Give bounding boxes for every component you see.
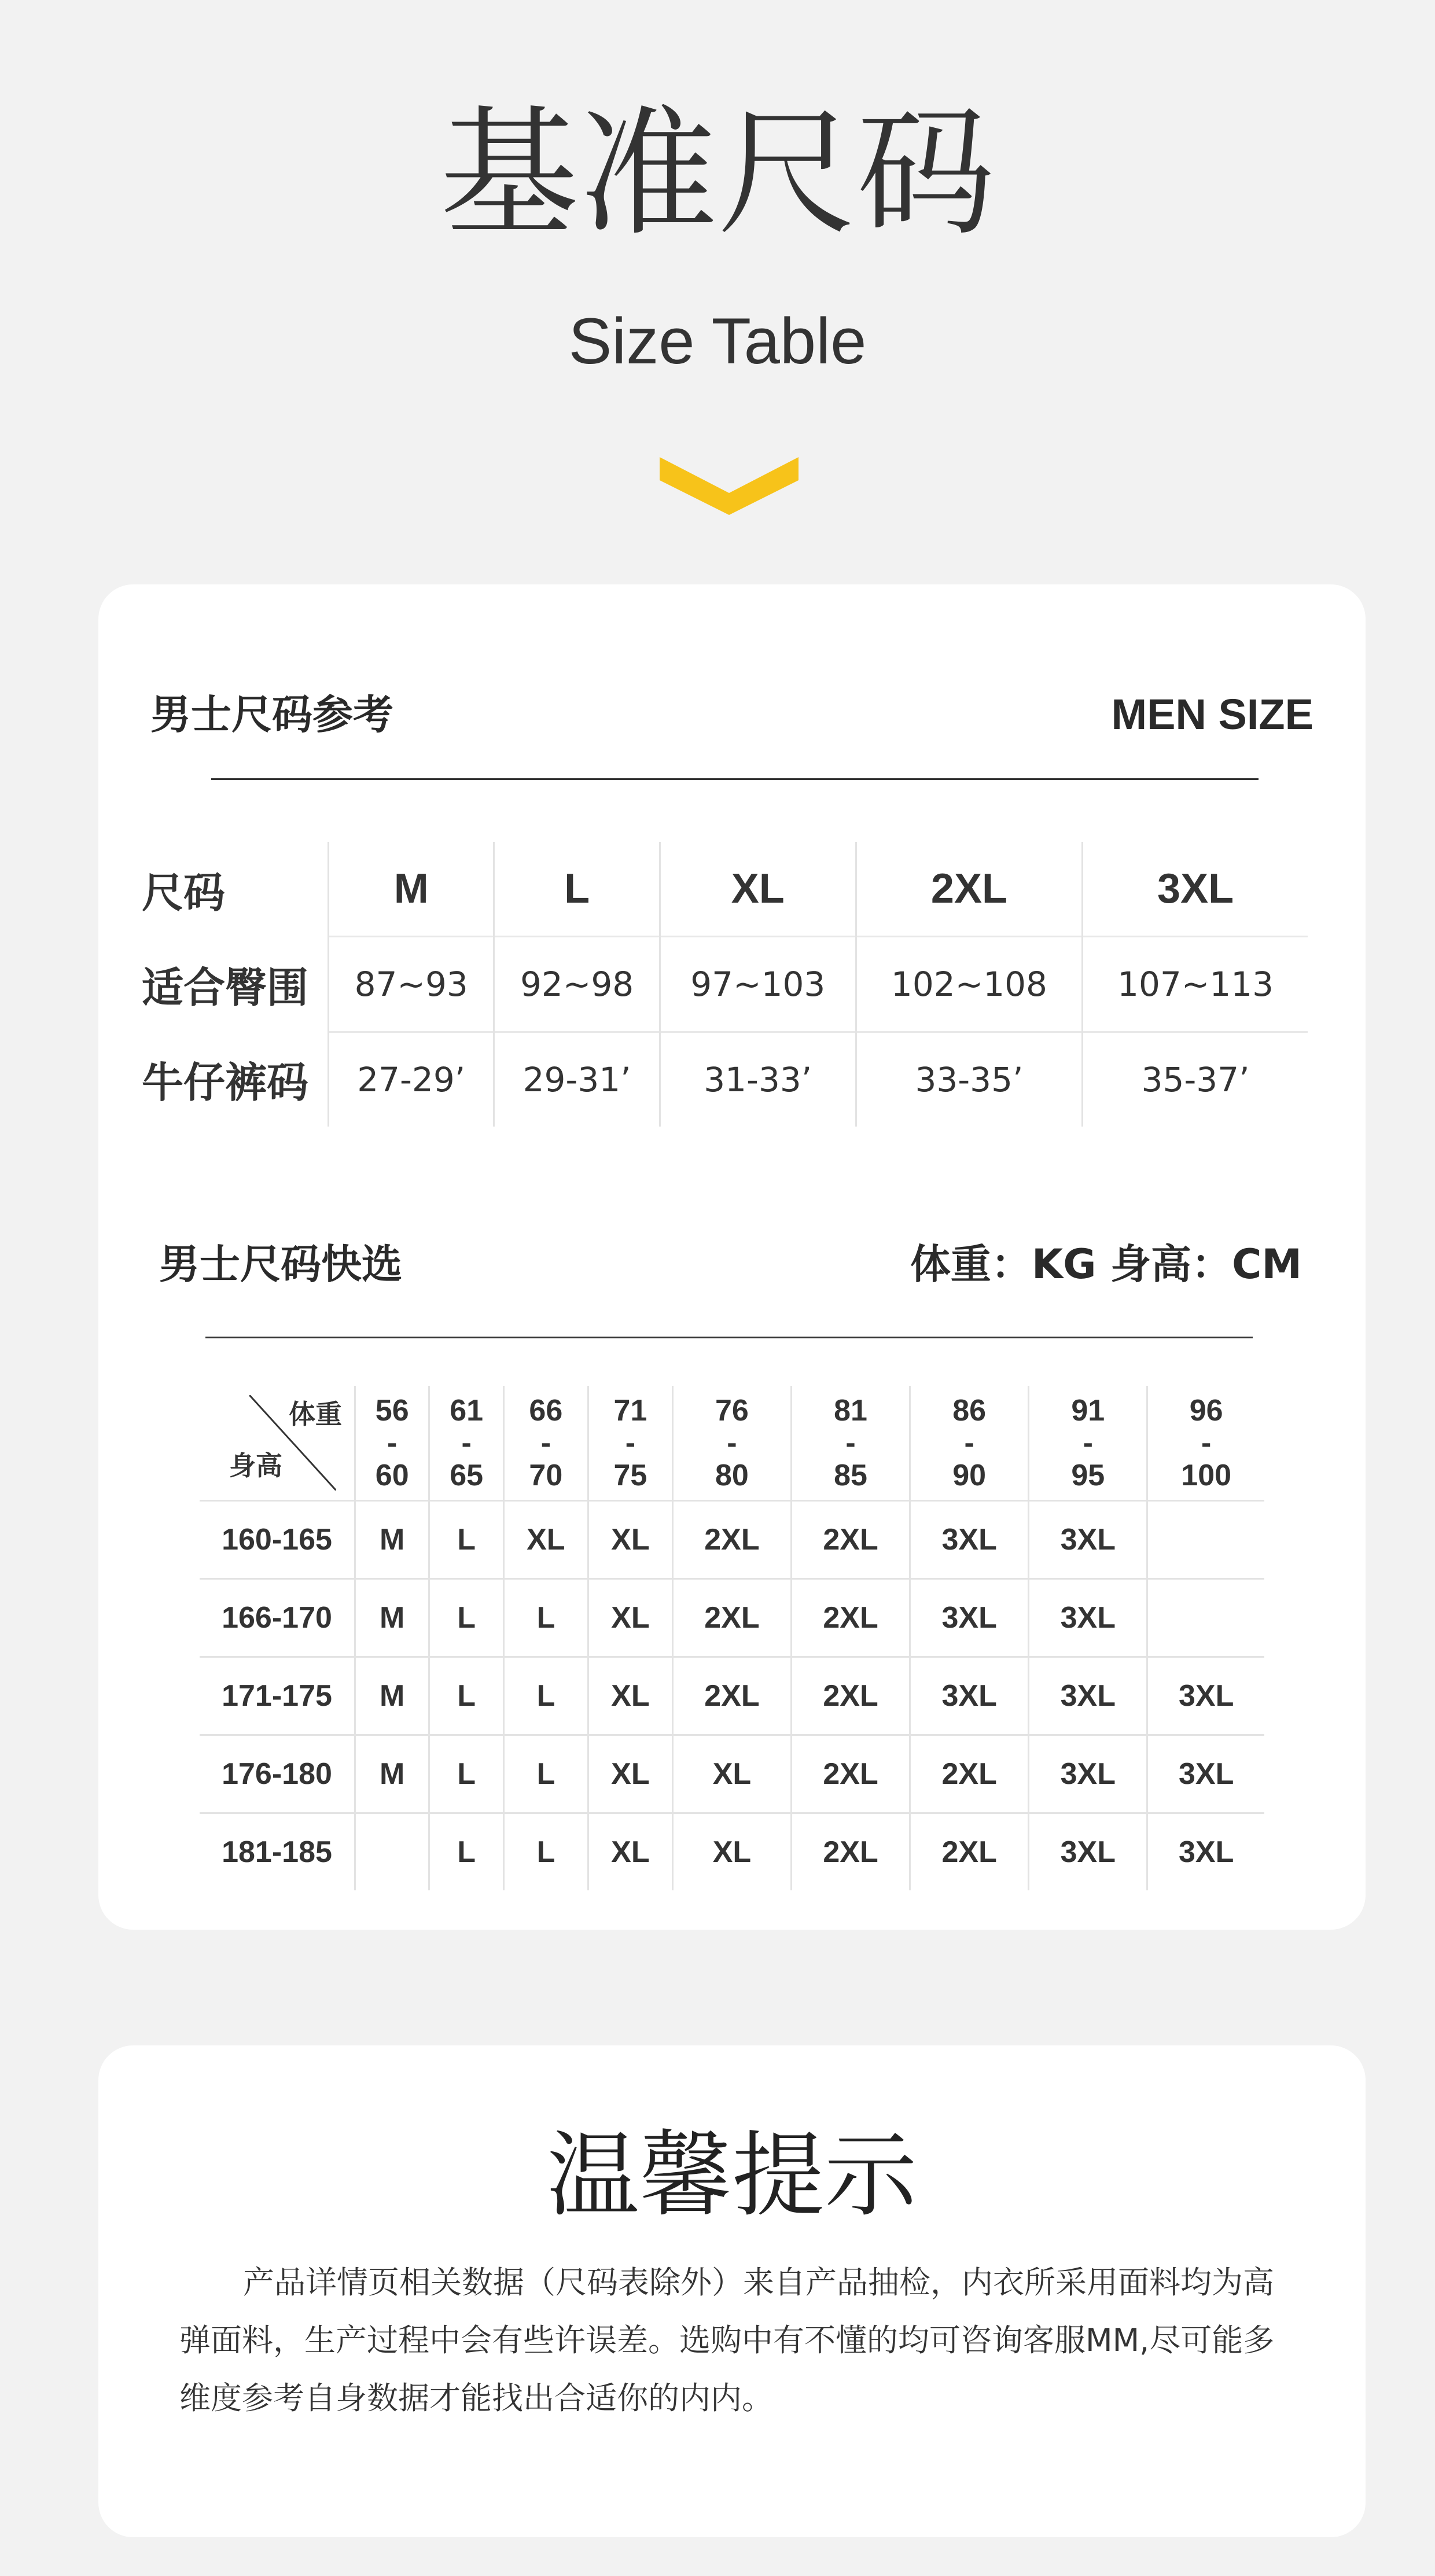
- height-cell: 160-165: [200, 1501, 355, 1579]
- weight-cell: 71 - 75: [588, 1386, 672, 1501]
- table-cell: 102~108: [856, 937, 1082, 1032]
- table-header-row: [136, 842, 1308, 937]
- row-label: 适合臀围: [142, 963, 309, 1012]
- table-cell: 92~98: [494, 937, 660, 1032]
- tips-text: 产品详情页相关数据（尺码表除外）来自产品抽检，内衣所采用面料均为高弹面料，生产过程中会有些许误差。选购中有不懂的均可咨询客服MM,尽可能多维度参考自身数据才能找出合适你的内内。: [179, 2264, 1275, 2416]
- table-cell: L: [429, 1735, 503, 1813]
- page-title: 基准尺码: [439, 93, 995, 255]
- table-cell: 2XL: [672, 1657, 791, 1735]
- table-cell: L: [429, 1501, 503, 1579]
- weight-cell: 81 - 85: [792, 1386, 910, 1501]
- size-cell: M: [329, 842, 494, 937]
- table-cell: 3XL: [910, 1501, 1029, 1579]
- table-cell: [1147, 1501, 1264, 1579]
- table-cell: 29-31’: [494, 1032, 660, 1127]
- table-cell: L: [429, 1813, 503, 1891]
- table-cell: 3XL: [1029, 1501, 1147, 1579]
- table-row: [200, 1657, 1264, 1735]
- divider: [205, 1337, 1253, 1338]
- table-row: [200, 1579, 1264, 1657]
- height-cell: 181-185: [200, 1813, 355, 1891]
- height-cell: 171-175: [200, 1657, 355, 1735]
- weight-header-row: [200, 1386, 1264, 1501]
- table-cell: 3XL: [1147, 1813, 1264, 1891]
- table-cell: XL: [672, 1813, 791, 1891]
- height-cell: 166-170: [200, 1579, 355, 1657]
- table-cell: 3XL: [910, 1579, 1029, 1657]
- table-cell: XL: [588, 1735, 672, 1813]
- table-cell: 3XL: [1147, 1657, 1264, 1735]
- table-cell: XL: [588, 1501, 672, 1579]
- row-label: 尺码: [142, 870, 226, 917]
- table-cell: 97~103: [660, 937, 856, 1032]
- table-row: [136, 937, 1308, 1032]
- weight-cell: 86 - 90: [910, 1386, 1029, 1501]
- table-cell: L: [429, 1657, 503, 1735]
- table-cell: 3XL: [1029, 1813, 1147, 1891]
- table-cell: 3XL: [1147, 1735, 1264, 1813]
- divider: [211, 778, 1259, 780]
- table-cell: [355, 1813, 429, 1891]
- table-cell: 2XL: [792, 1657, 910, 1735]
- table-cell: M: [355, 1657, 429, 1735]
- men-reference-table: [136, 842, 1308, 1127]
- table-cell: 2XL: [792, 1579, 910, 1657]
- table-cell: M: [355, 1501, 429, 1579]
- table-cell: 3XL: [910, 1657, 1029, 1735]
- table-row: [200, 1813, 1264, 1891]
- table-cell: 2XL: [672, 1501, 791, 1579]
- table-cell: 33-35’: [856, 1032, 1082, 1127]
- weight-cell: 66 - 70: [503, 1386, 588, 1501]
- table-row: [136, 1032, 1308, 1127]
- table-cell: 3XL: [1029, 1657, 1147, 1735]
- weight-cell: 96 - 100: [1147, 1386, 1264, 1501]
- size-cell: 2XL: [856, 842, 1082, 937]
- table-cell: XL: [588, 1813, 672, 1891]
- table-cell: L: [503, 1735, 588, 1813]
- size-cell: 3XL: [1083, 842, 1308, 937]
- table-cell: 2XL: [910, 1813, 1029, 1891]
- table-cell: XL: [503, 1501, 588, 1579]
- table-cell: 3XL: [1029, 1579, 1147, 1657]
- table-cell: 2XL: [672, 1579, 791, 1657]
- height-label: 身高: [229, 1451, 282, 1481]
- men-reference-title: 男士尺码参考: [150, 691, 393, 738]
- table-cell: 27-29’: [329, 1032, 494, 1127]
- table-cell: L: [503, 1579, 588, 1657]
- weight-cell: 91 - 95: [1029, 1386, 1147, 1501]
- corner-cell: [200, 1386, 355, 1501]
- table-cell: 35-37’: [1083, 1032, 1308, 1127]
- quick-select-table: [200, 1386, 1264, 1890]
- table-cell: XL: [588, 1657, 672, 1735]
- table-cell: XL: [672, 1735, 791, 1813]
- size-cell: XL: [660, 842, 856, 937]
- table-row: [200, 1501, 1264, 1579]
- table-cell: L: [503, 1813, 588, 1891]
- weight-cell: 56 - 60: [355, 1386, 429, 1501]
- weight-cell: 61 - 65: [429, 1386, 503, 1501]
- size-cell: L: [494, 842, 660, 937]
- table-cell: [1147, 1579, 1264, 1657]
- table-cell: L: [429, 1579, 503, 1657]
- table-cell: M: [355, 1579, 429, 1657]
- height-cell: 176-180: [200, 1735, 355, 1813]
- row-label: 牛仔裤码: [142, 1058, 309, 1107]
- weight-cell: 76 - 80: [672, 1386, 791, 1501]
- units-label: 体重：KG 身高：CM: [910, 1241, 1302, 1288]
- weight-label: 体重: [289, 1399, 342, 1429]
- table-cell: 3XL: [1029, 1735, 1147, 1813]
- page-subtitle: Size Table: [568, 305, 867, 377]
- tips-title: 温馨提示: [546, 2121, 917, 2229]
- table-cell: XL: [588, 1579, 672, 1657]
- chevron-down-icon: [660, 457, 799, 515]
- table-row: [200, 1735, 1264, 1813]
- table-cell: M: [355, 1735, 429, 1813]
- quick-select-title: 男士尺码快选: [159, 1241, 402, 1288]
- table-cell: 107~113: [1083, 937, 1308, 1032]
- table-cell: 87~93: [329, 937, 494, 1032]
- table-cell: 31-33’: [660, 1032, 856, 1127]
- table-cell: 2XL: [910, 1735, 1029, 1813]
- table-cell: 2XL: [792, 1501, 910, 1579]
- table-cell: 2XL: [792, 1735, 910, 1813]
- table-cell: L: [503, 1657, 588, 1735]
- table-cell: 2XL: [792, 1813, 910, 1891]
- men-size-label: MEN SIZE: [1111, 690, 1313, 738]
